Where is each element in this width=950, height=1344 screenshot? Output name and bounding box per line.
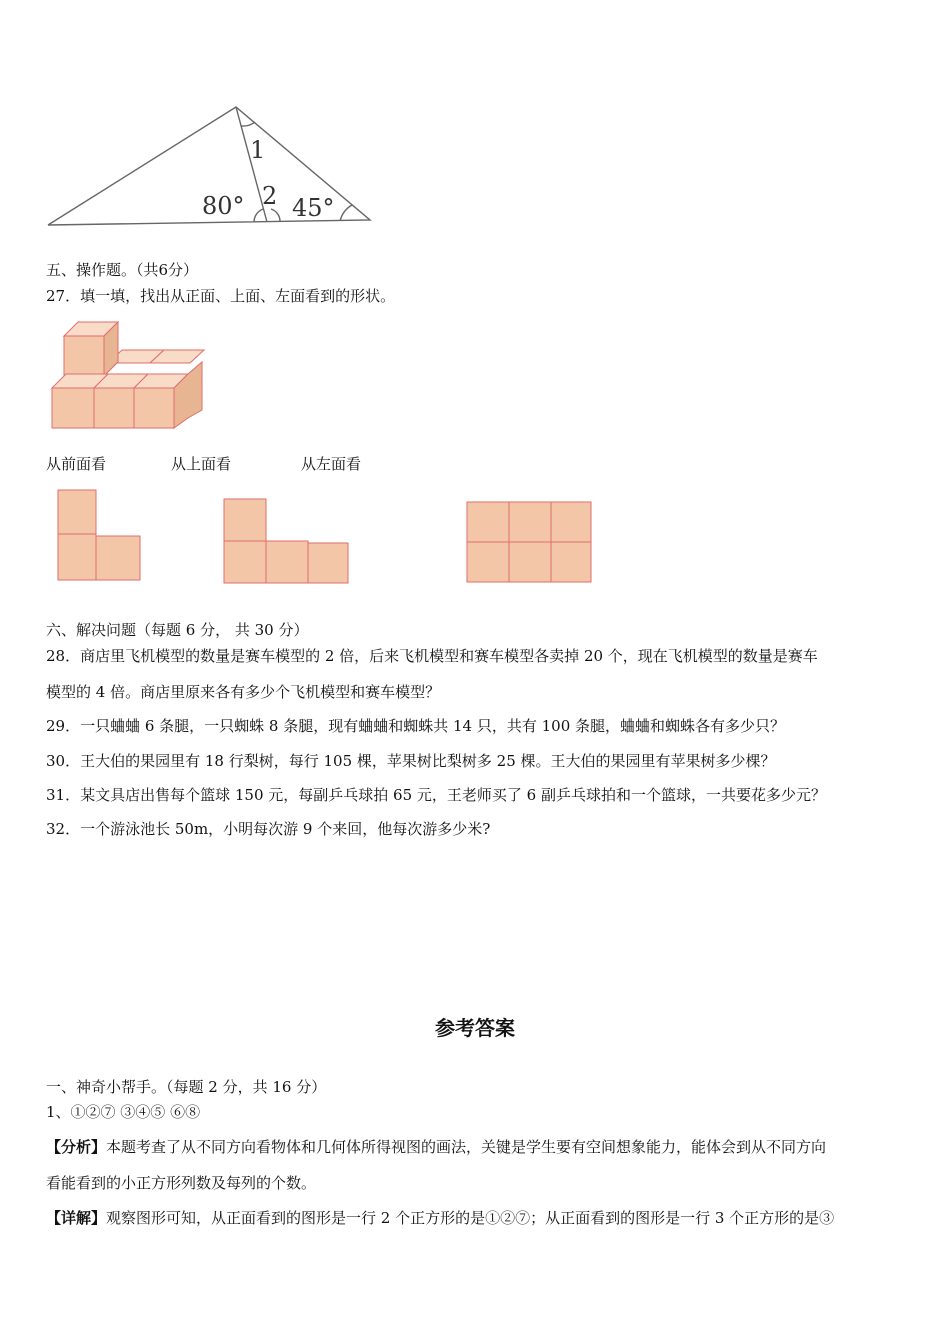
question-30: 30．王大伯的果园里有 18 行梨树，每行 105 棵，苹果树比梨树多 25 棵。王大伯的果园里有苹果树多少棵？ [46,752,776,770]
view-square [467,542,509,582]
top-view-figure [222,497,352,585]
view-label-top: 从上面看 [171,455,232,473]
view-square [308,543,348,583]
view-square [224,541,266,583]
detail-text: 观察图形可知，从正面看到的图形是一行 2 个正方形的是①②⑦；从正面看到的图形是一行 3 个正方形的是③ [106,1209,835,1227]
section5-heading: 五、操作题。（共6分） [46,261,199,279]
angle-1-label: 1 [250,136,266,164]
triangle-figure [40,100,380,235]
cube-front-face [134,388,174,428]
view-square [96,536,140,580]
question-29: 29．一只蛐蛐 6 条腿，一只蜘蛛 8 条腿，现有蛐蛐和蜘蛛共 14 只，共有 100 条腿，蛐蛐和蜘蛛各有多少只？ [46,717,786,735]
angle-45-label: 45° [292,194,335,222]
view-label-left: 从左面看 [301,455,362,473]
answers-title: 参考答案 [435,1016,515,1040]
section6-heading: 六、解决问题（每题 6 分， 共 30 分） [46,621,309,639]
left-view-figure [465,500,595,586]
view-square [266,541,308,583]
question-28-line1: 28．商店里飞机模型的数量是赛车模型的 2 倍，后来飞机模型和赛车模型各卖掉 20 个，现在飞机模型的数量是赛车 [46,647,818,665]
detail-line1 [46,1208,834,1228]
view-square [551,542,591,582]
angle-2-arc [271,209,280,221]
front-view-figure [56,488,144,584]
cube-front-face [52,388,94,428]
view-square [551,502,591,542]
analysis-text: 本题考查了从不同方向看物体和几何体所得视图的画法，关键是学生要有空间想象能力，能体会到从不同方向 [106,1138,827,1156]
cube-front-face [64,336,104,376]
cube-side-face [174,362,202,428]
angle-45-arc [340,205,352,221]
cube-front-face [94,388,134,428]
angle-2-label: 2 [262,182,278,210]
question-28-line2: 模型的 4 倍。商店里原来各有多少个飞机模型和赛车模型？ [46,683,441,701]
view-square [509,542,551,582]
cube-stack-figure [46,318,211,433]
view-square [509,502,551,542]
angle-80-label: 80° [202,192,245,220]
analysis-line2: 看能看到的小正方形列数及每列的个数。 [46,1174,317,1192]
question-32: 32．一个游泳池长 50m，小明每次游 9 个来回，他每次游多少米? [46,820,491,838]
question-31: 31．某文具店出售每个篮球 150 元，每副乒乓球拍 65 元，王老师买了 6 副乒乓球拍和一个篮球，一共要花多少元？ [46,786,826,804]
view-square [58,534,96,580]
view-square [58,490,96,534]
view-square [467,502,509,542]
view-label-front: 从前面看 [46,455,107,473]
angle-80-arc [254,209,263,222]
analysis-tag: 【分析】 [46,1138,107,1156]
answer-1: 1、①②⑦ ③④⑤ ⑥⑧ [46,1103,201,1121]
detail-tag: 【详解】 [46,1209,107,1227]
answers-section1-heading: 一、神奇小帮手。（每题 2 分，共 16 分） [46,1078,327,1096]
question-27: 27．填一填，找出从正面、上面、左面看到的形状。 [46,287,396,305]
view-square [224,499,266,541]
analysis-line1 [46,1137,826,1157]
angle-1-arc [241,122,255,126]
